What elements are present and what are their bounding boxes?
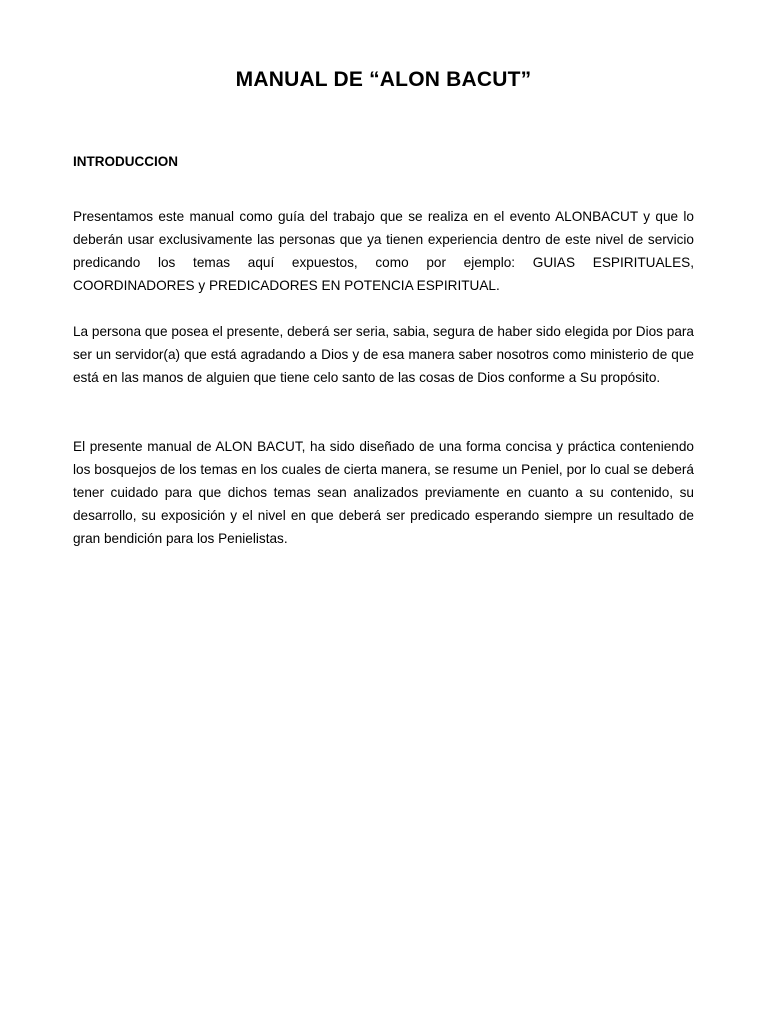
paragraph-1: Presentamos este manual como guía del trabajo que se realiza en el evento ALONBACUT y que lo deberán usar exclusivamente las personas que ya tienen experiencia dentro de este nivel de servicio predicando los temas aquí expuestos, como por ejemplo: GUIAS ESPIRITUALES, COORDINADORES y PREDICADORES EN POTENCIA ESPIRITUAL.: [73, 209, 694, 294]
document-title: MANUAL DE “ALON BACUT”: [235, 68, 532, 91]
paragraph-2: La persona que posea el presente, deberá ser seria, sabia, segura de haber sido elegida por Dios para ser un servidor(a) que está agradando a Dios y de esa manera saber nosotros como ministerio de que está en las manos de alguien que tiene celo santo de las cosas de Dios conforme a Su propósito.: [73, 324, 694, 386]
section-heading: INTRODUCCION: [73, 154, 178, 169]
paragraph-3: El presente manual de ALON BACUT, ha sido diseñado de una forma concisa y práctica conteniendo los bosquejos de los temas en los cuales de cierta manera, se resume un Peniel, por lo cual se deberá tener cuidado para que dichos temas sean analizados previamente en cuanto a su contenido, su desarrollo, su exposición y el nivel en que deberá ser predicado esperando siempre un resultado de gran bendición para los Penielistas.: [73, 439, 694, 547]
